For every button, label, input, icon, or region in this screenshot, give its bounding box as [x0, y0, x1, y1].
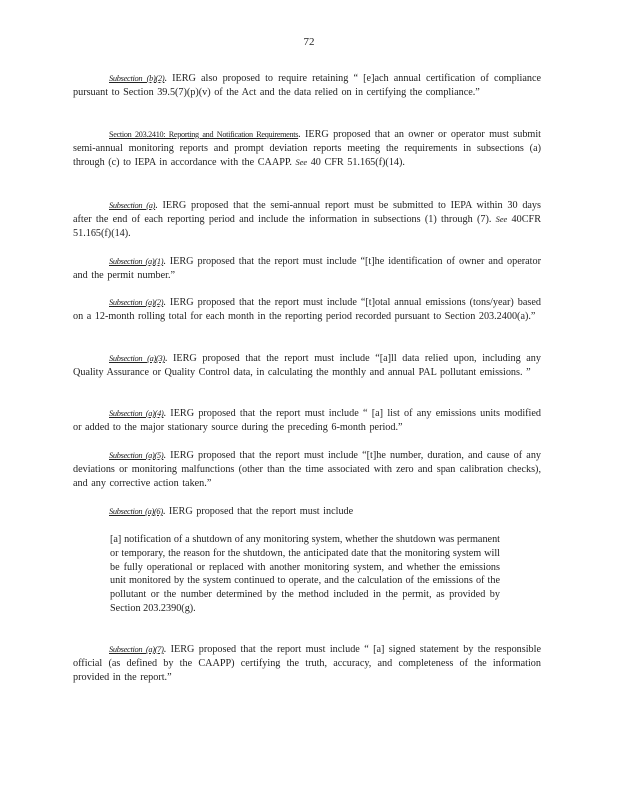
- paragraph-b2: [73, 72, 541, 100]
- paragraph-text: . IERG proposed that the report must include: [162, 506, 354, 517]
- paragraph-a7: [73, 643, 541, 684]
- paragraph-text: . IERG also proposed to require retaining “ [e]ach annual certification of compliance pursuant to Section 39.5(7)(p)(v) of the Act and the data relied on in certifying the compliance.”: [73, 73, 542, 98]
- paragraph-text: . IERG proposed that the report must include “[a]ll data relied upon, including any Quality Assurance or Quality Control data, in calculating the monthly and annual PAL pollutant emissions. ”: [73, 353, 541, 378]
- paragraph-a2: [73, 296, 541, 324]
- paragraph-heading: Section 203.2410: Reporting and Notification Requirements: [109, 130, 299, 139]
- block-quote: [a] notification of a shutdown of any monitoring system, whether the shutdown was permanent or temporary, the reason for the shutdown, the anticipated date that the monitoring system will be fully operational or replaced with another monitoring system, and whether the emissions unit monitored by the system continued to operate, and the calculation of the emissions of the pollutant or the number determined by the method included in the permit, as provided by Section 203.2390(g).: [110, 534, 500, 614]
- paragraph-text: . IERG proposed that the report must include “[t]otal annual emissions (tons/year) based on a 12-month rolling total for each month in the reporting period recorded pursuant to Section 203.2400(a).”: [73, 297, 541, 322]
- paragraph-text: . IERG proposed that the report must include “[t]he identification of owner and operator and the permit number.”: [73, 256, 541, 281]
- paragraph-a4: [73, 407, 541, 435]
- paragraph-heading: Subsection (a)(3): [109, 354, 165, 363]
- paragraph-heading: Subsection (a)(6): [109, 507, 163, 516]
- paragraph-heading: Subsection (a): [109, 201, 156, 210]
- paragraph-heading: Subsection (a)(1): [109, 257, 164, 266]
- paragraph-text: . IERG proposed that the report must include “[t]he number, duration, and cause of any deviations or monitoring malfunctions (other than the time associated with zero and span calibration checks), and any corrective action taken.”: [73, 450, 542, 489]
- page-number: 72: [303, 36, 315, 48]
- paragraph-heading: Subsection (a)(2): [109, 298, 164, 307]
- paragraph-text: . IERG proposed that the report must include “ [a] signed statement by the responsible official (as defined by the CAAPP) certifying the truth, accuracy, and completeness of the information provided in the report.”: [73, 644, 542, 683]
- paragraph-a: [73, 199, 541, 240]
- paragraph-heading: Subsection (a)(7): [109, 645, 164, 654]
- see-signal: See: [295, 157, 308, 167]
- paragraph-a6: [73, 505, 541, 519]
- paragraph-section-2410: [73, 128, 541, 169]
- paragraph-heading: Subsection (b)(2): [109, 74, 165, 83]
- citation: 40CFR 51.165(f)(14).: [73, 213, 541, 239]
- paragraph-text: . IERG proposed that an owner or operator must submit semi-annual monitoring reports and prompt deviation reports meeting the requirements in subsections (a) through (c) to IEPA in accordance with the CAAPP.: [73, 129, 541, 168]
- citation: 40 CFR 51.165(f)(14).: [310, 156, 405, 168]
- paragraph-a1: [73, 255, 541, 283]
- paragraph-heading: Subsection (a)(5): [109, 451, 164, 460]
- paragraph-a3: [73, 352, 541, 380]
- paragraph-text: . IERG proposed that the semi-annual report must be submitted to IEPA within 30 days after the end of each reporting period and include the information in subsections (1) through (7).: [73, 200, 541, 225]
- see-signal: See: [495, 214, 508, 224]
- paragraph-a5: [73, 449, 541, 490]
- paragraph-heading: Subsection (a)(4): [109, 409, 164, 418]
- paragraph-text: . IERG proposed that the report must include “ [a] list of any emissions units modified or added to the major stationary source during the preceding 6-month period.”: [73, 408, 541, 433]
